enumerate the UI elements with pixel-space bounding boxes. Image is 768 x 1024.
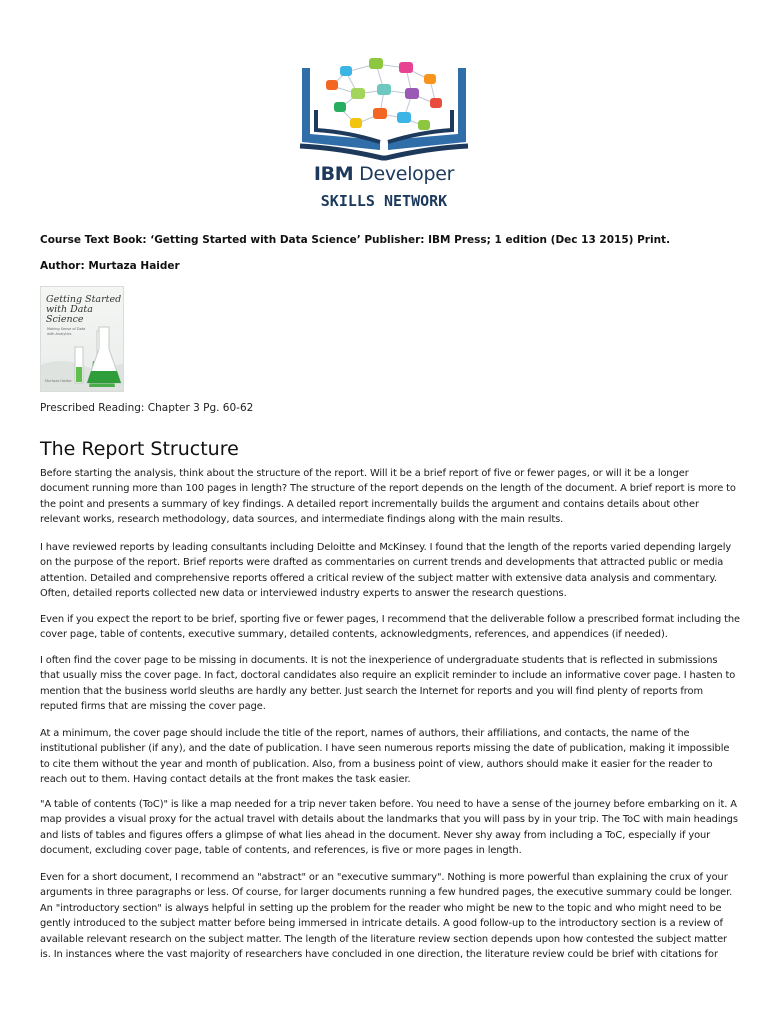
- book-cover-image: [40, 286, 124, 392]
- book-cover-subtitle: Making Sense of Data with Analytics: [47, 327, 86, 336]
- prescribed-reading: Prescribed Reading: Chapter 3 Pg. 60-62: [40, 402, 254, 414]
- author-line: Author: Murtaza Haider: [40, 260, 180, 272]
- paragraph-5: At a minimum, the cover page should include the title of the report, names of authors, their affiliations, and contacts, the name of the institutional publisher (if any), and the date of publication. I have seen numerous reports missing the date of publication, making it impossible to cite them without the year and month of publication. Also, from a business point of view, authors should make it easier for the reader to reach out to them. Having contact details at the front makes the task easier.: [40, 728, 730, 786]
- paragraph-7: Even for a short document, I recommend an "abstract" or an "executive summary". Nothing is more powerful than explaining the crux of your arguments in three paragraphs or less. Of course, for larger documents running a few hundred pages, the executive summary could be longer. An "introductory section" is always helpful in setting up the problem for the reader who might be new to the topic and who might need to be gently introduced to the subject matter before being immersed in intricate details. A good follow-up to the introductory section is a review of available relevant research on the subject matter. The length of the literature review section depends upon how contested the subject matter is. In instances where the vast majority of researchers have concluded in one direction, the literature review could be brief with citations for: [40, 872, 733, 961]
- paragraph-6: "A table of contents (ToC)" is like a map needed for a trip never taken before. You need to have a sense of the journey before embarking on it. A map provides a visual proxy for the actual travel with details about the landmarks that you will pass by in your trip. The ToC with main headings and lists of tables and figures offers a glimpse of what lies ahead in the document. Never shy away from including a ToC, especially if your document, excluding cover page, table of contents, and references, is five or more pages in length.: [40, 799, 738, 857]
- section-heading: The Report Structure: [40, 438, 239, 460]
- paragraph-2: I have reviewed reports by leading consultants including Deloitte and McKinsey. I found that the length of the reports varied depending largely on the purpose of the report. Brief reports were drafted as commentaries on current trends and developments that attracted public or media attention. Detailed and comprehensive reports offered a critical review of the subject matter with extensive data analysis and commentary. Often, detailed reports collected new data or interviewed industry experts to answer the research questions.: [40, 542, 732, 600]
- course-textbook-line: Course Text Book: ‘Getting Started with Data Science’ Publisher: IBM Press; 1 edition (Dec 13 2015) Print.: [40, 234, 671, 246]
- logo-title: IBM Developer: [313, 163, 455, 185]
- book-cover-title: Getting Started with Data Science: [46, 294, 122, 325]
- open-book-network-icon: [296, 50, 472, 162]
- paragraph-1: Before starting the analysis, think about the structure of the report. Will it be a brief report of five or fewer pages, or will it be a longer document running more than 100 pages in length? The structure of the report depends on the length of the document. A brief report is more to the point and presents a summary of key findings. A detailed report incrementally builds the argument and contains details about other relevant works, research methodology, data sources, and intermediate findings along with the main results.: [40, 468, 736, 526]
- logo-subtitle: SKILLS NETWORK: [320, 192, 448, 210]
- paragraph-4: I often find the cover page to be missing in documents. It is not the inexperience of undergraduate students that is reflected in submissions that usually miss the cover page. In fact, doctoral candidates also require an explicit reminder to include an informative cover page. I hasten to mention that the business world sleuths are hardly any better. Just search the Internet for reports and you will find plenty of reports from reputed firms that are missing the cover page.: [40, 655, 736, 713]
- ibm-skills-network-logo: [296, 50, 472, 220]
- book-cover-author: Murtaza Haider: [45, 379, 72, 383]
- paragraph-3: Even if you expect the report to be brief, sporting five or fewer pages, I recommend that the deliverable follow a prescribed format including the cover page, table of contents, executive summary, detailed contents, acknowledgments, references, and appendices (if needed).: [40, 614, 740, 641]
